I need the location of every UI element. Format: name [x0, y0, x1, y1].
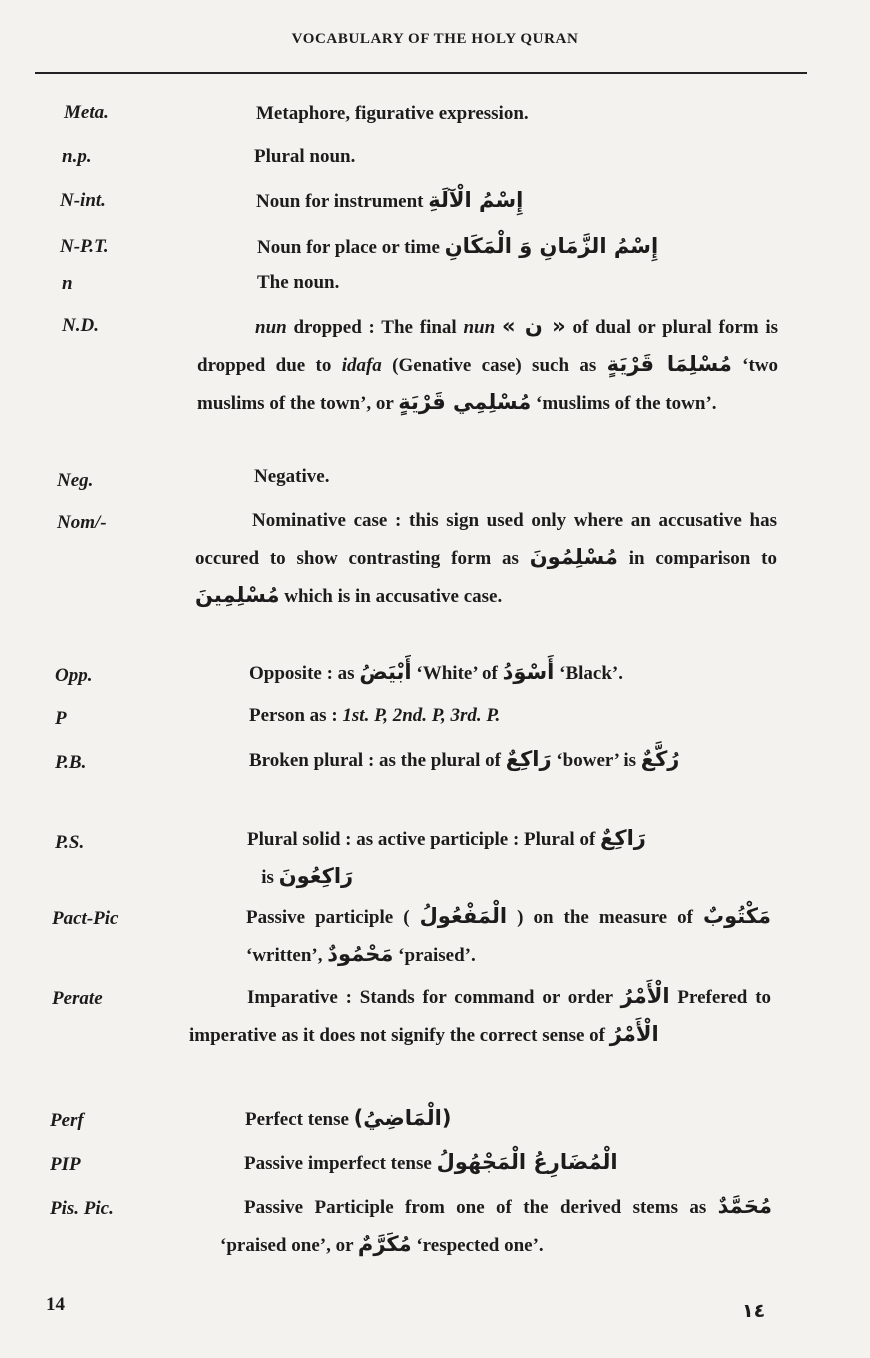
abbr-ps: P.S.: [55, 832, 85, 853]
abbr-n: n: [62, 273, 73, 294]
def-pb: [249, 741, 769, 779]
arabic-term: الْأَمْرُ: [620, 984, 670, 1008]
def-text: ‘praised one’, or: [220, 1235, 354, 1256]
def-text: ‘Black’.: [559, 663, 623, 684]
abbr-meta: Meta.: [64, 102, 109, 123]
def-text: Passive Participle from one of the derived stems as: [244, 1197, 707, 1218]
abbr-pb: P.B.: [55, 752, 87, 773]
abbr-pispic: Pis. Pic.: [50, 1198, 114, 1219]
def-nint: [256, 182, 776, 220]
abbr-neg: Neg.: [57, 470, 94, 491]
arabic-term: مُسْلِمِي قَرْيَةٍ: [398, 390, 532, 414]
abbr-np: n.p.: [62, 146, 92, 167]
def-text: Opposite : as: [249, 663, 355, 684]
def-n: The noun.: [257, 272, 340, 293]
def-neg: Negative.: [254, 466, 330, 487]
def-text: Perfect tense: [245, 1109, 349, 1130]
def-text: ‘written’,: [246, 945, 323, 966]
header-rule: [35, 72, 807, 74]
def-npt: [257, 228, 777, 266]
arabic-term: مُسْلِمَا قَرْيَةٍ: [606, 352, 732, 376]
abbr-pactpic: Pact-Pic: [52, 908, 119, 929]
def-text: ‘muslims of the town’.: [536, 393, 717, 414]
arabic-term: مَكْتُوبٌ: [702, 904, 772, 928]
def-text: of dual or plural form is dropped due to: [197, 317, 779, 376]
abbr-p: P: [55, 708, 67, 729]
def-pactpic: [246, 898, 771, 974]
def-text: Imparative : Stands for command or order: [247, 987, 613, 1008]
arabic-term: مُسْلِمِينَ: [195, 583, 280, 607]
arabic-term: رُكَّعٌ: [640, 747, 680, 771]
def-perf: [245, 1100, 765, 1138]
def-nd: [197, 308, 778, 422]
def-nint-text: Noun for instrument: [256, 191, 424, 212]
arabic-term: مُحَمَّدٌ: [717, 1194, 772, 1218]
def-text: ‘bower’ is: [556, 750, 636, 771]
abbr-opp: Opp.: [55, 665, 93, 686]
term-nun: nun: [463, 317, 496, 338]
def-meta: Metaphore, figurative expression.: [256, 103, 529, 124]
term-idafa: idafa: [341, 355, 382, 376]
def-text: Person as :: [249, 705, 338, 726]
def-text: ‘praised’.: [398, 945, 476, 966]
def-text: ) on the measure of: [517, 907, 693, 928]
def-text: Passive imperfect tense: [244, 1153, 432, 1174]
arabic-term: الْأَمْرُ: [609, 1022, 659, 1046]
def-text: Prefered to imperative as it does not signify the correct sense of: [189, 987, 772, 1046]
arabic-term: مَحْمُودٌ: [327, 942, 394, 966]
def-text: ‘White’ of: [416, 663, 498, 684]
def-text: Passive participle (: [246, 907, 410, 928]
def-npt-text: Noun for place or time: [257, 237, 440, 258]
arabic-term: أَسْوَدُ: [502, 660, 555, 684]
arabic-term: أَبْيَضُ: [359, 660, 412, 684]
def-pispic: [220, 1188, 772, 1264]
abbr-npt: N-P.T.: [60, 236, 109, 257]
def-text: (Genative case) such as: [392, 355, 597, 376]
def-text: Nominative case : this sign used only where an accusative has occured to show contrasting form as: [195, 510, 777, 569]
arabic-term: مُسْلِمُونَ: [529, 545, 618, 569]
def-perate: [189, 978, 771, 1054]
def-nom: [195, 503, 777, 615]
arabic-term: مُكَرَّمٌ: [357, 1232, 412, 1256]
arabic-term: إِسْمُ الزَّمَانِ وَ الْمَكَانِ: [444, 234, 659, 258]
page-number-arabic: ١٤: [742, 1300, 766, 1322]
term-nun: nun: [255, 317, 287, 338]
def-text: is: [261, 867, 274, 888]
arabic-term: رَاكِعٌ: [505, 747, 552, 771]
def-np: Plural noun.: [254, 146, 356, 167]
abbr-nint: N-int.: [60, 190, 106, 211]
arabic-term: إِسْمُ الْآلَةِ: [428, 188, 524, 212]
def-text: ‘two muslims of the town’, or: [197, 355, 779, 414]
abbr-nom: Nom/-: [57, 512, 107, 533]
arabic-term: (الْمَاضِيُ): [353, 1106, 452, 1130]
abbr-perate: Perate: [52, 988, 103, 1009]
arabic-term: رَاكِعُونَ: [278, 864, 354, 888]
def-text: dropped : The final: [293, 317, 457, 338]
page-number: 14: [46, 1294, 65, 1315]
arabic-term: رَاكِعٌ: [600, 826, 646, 850]
def-pip: [244, 1144, 764, 1182]
def-text: which is in accusative case.: [284, 586, 503, 607]
def-opp: [249, 654, 779, 692]
def-text: Plural solid : as active participle : Plural of: [247, 829, 596, 850]
arabic-term: الْمُضَارِعُ الْمَجْهُولُ: [436, 1150, 618, 1174]
def-text: ‘respected one’.: [416, 1235, 544, 1256]
def-text: in comparison to: [628, 548, 778, 569]
def-text-italic: 1st. P, 2nd. P, 3rd. P.: [342, 705, 501, 726]
def-text: Broken plural : as the plural of: [249, 750, 501, 771]
abbr-perf: Perf: [50, 1110, 84, 1131]
abbr-nd: N.D.: [62, 315, 99, 336]
abbr-pip: PIP: [50, 1154, 81, 1175]
running-header: VOCABULARY OF THE HOLY QURAN: [291, 31, 579, 47]
def-p: [249, 698, 779, 734]
arabic-term: الْمَفْعُولُ: [419, 904, 508, 928]
arabic-term: « ن »: [501, 314, 566, 338]
def-ps: [247, 820, 707, 896]
